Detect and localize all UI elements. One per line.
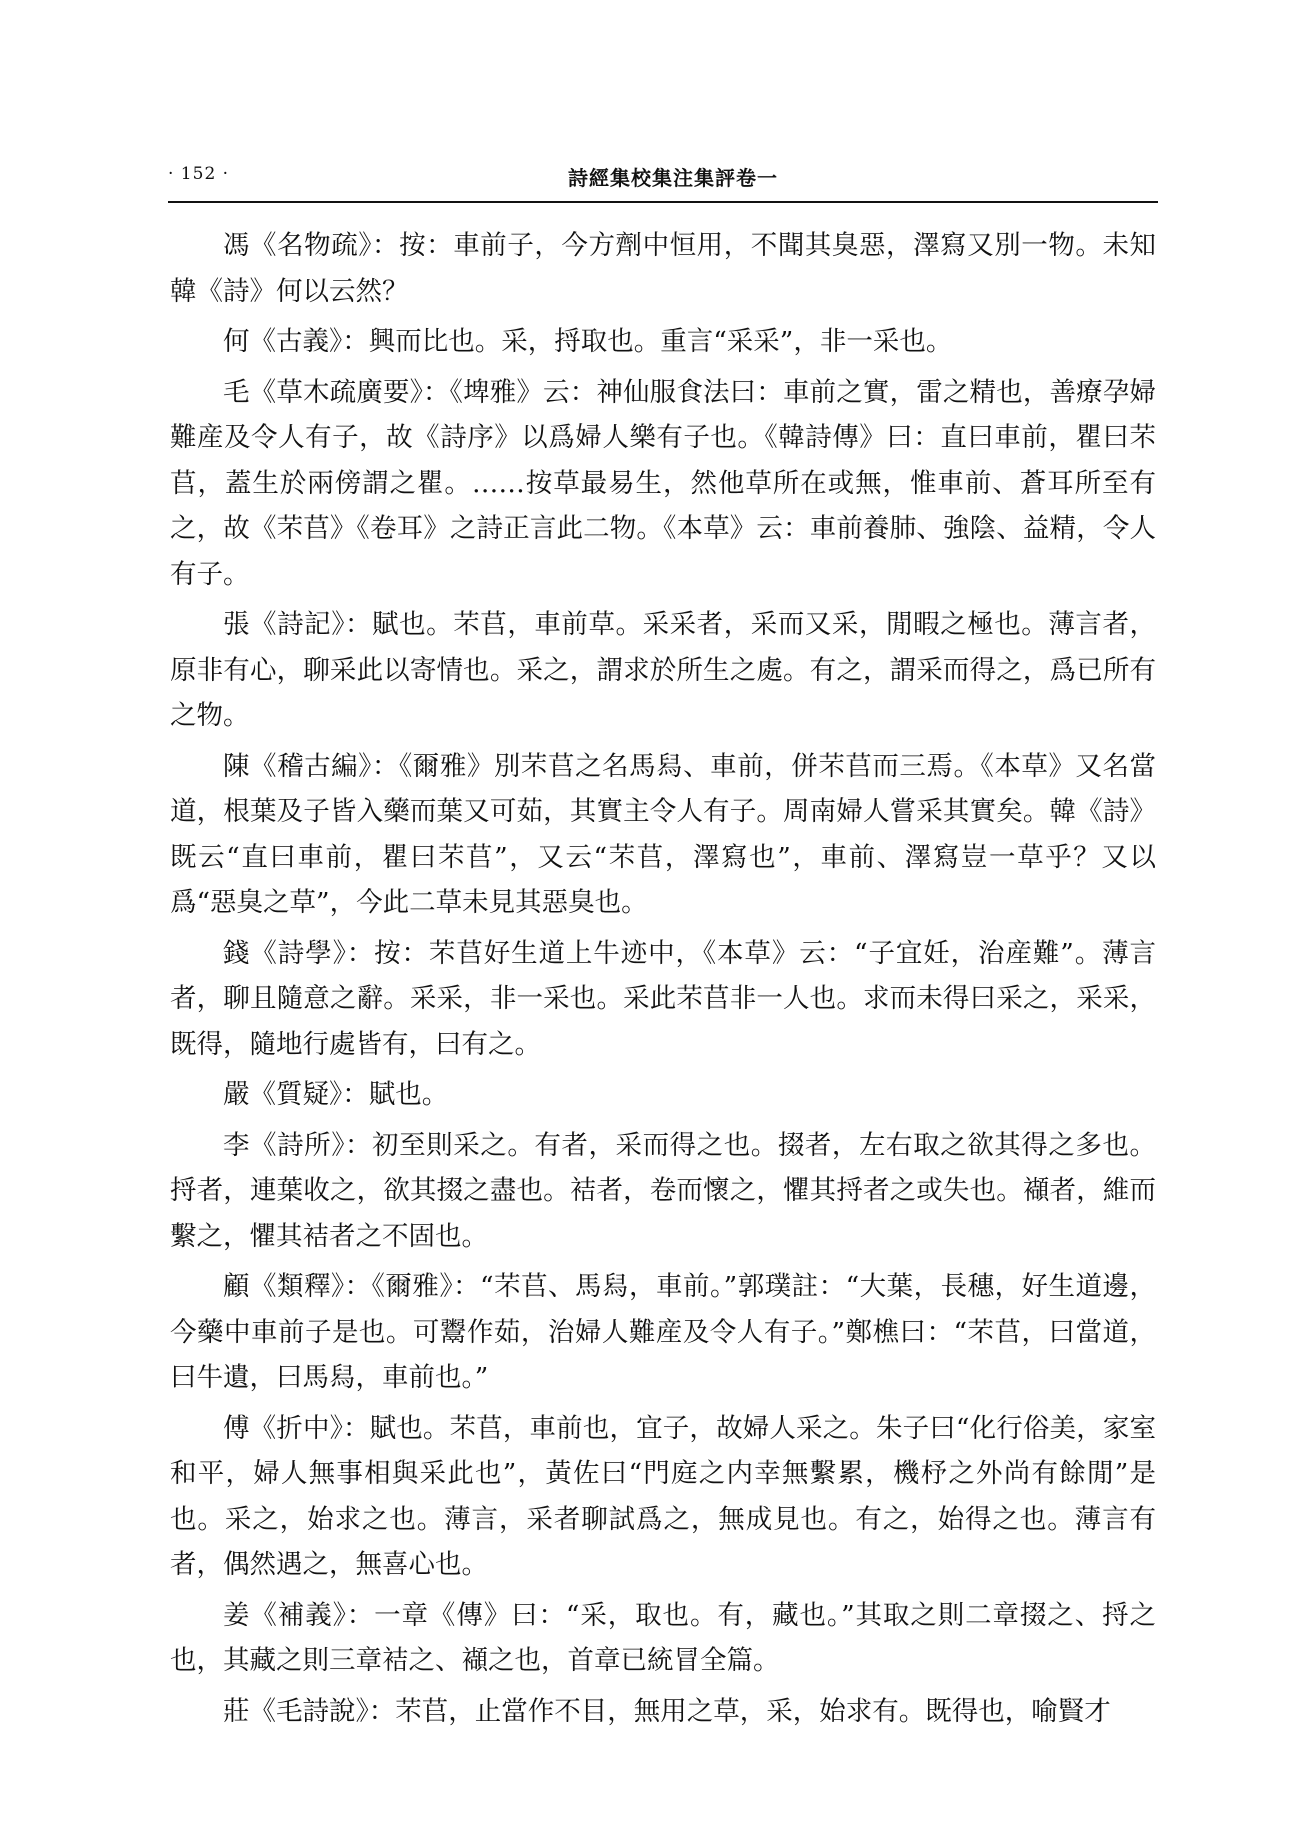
page-header [168,160,1158,200]
paragraph-yan: 嚴《質疑》：賦也。 [223,1079,449,1110]
commentary-body [170,223,1156,1739]
paragraph-gu: 顧《類釋》：《爾雅》：“芣苢、馬舄，車前。”郭璞註：“大葉，長穗，好生道邊，今藥中車前子是也。可鬻作茹，治婦人難産及令人有子。”鄭樵曰：“芣苢，曰當道，曰牛遺，曰馬舄，車前也。” [170,1271,1156,1393]
paragraph-feng: 馮《名物疏》：按：車前子，今方劑中恒用，不聞其臭惡，澤寫又別一物。未知韓《詩》何以云然？ [170,230,1156,307]
paragraph-jiang: 姜《補義》：一章《傳》曰：“采，取也。有，藏也。”其取之則二章掇之、捋之也，其藏之則三章袺之、襭之也，首章已統冒全篇。 [170,1599,1156,1676]
paragraph-chen: 陳《稽古編》：《爾雅》別芣苢之名馬舄、車前，併芣苢而三焉。《本草》又名當道，根葉及子皆入藥而葉又可茹，其實主令人有子。周南婦人嘗采其實矣。韓《詩》既云“直曰車前，瞿曰芣苢”，又云“芣苢，澤寫也”，車前、澤寫豈一草乎？又以爲“惡臭之草”，今此二草未見其惡臭也。 [170,750,1156,918]
paragraph-zhang: 張《詩記》：賦也。芣苢，車前草。采采者，采而又采，閒暇之極也。薄言者，原非有心，聊采此以寄情也。采之，謂求於所生之處。有之，謂采而得之，爲已所有之物。 [170,609,1156,731]
header-rule [168,201,1158,203]
paragraph-he: 何《古義》：興而比也。采，捋取也。重言“采采”，非一采也。 [223,326,953,357]
paragraph-zhuang: 莊《毛詩說》：芣苢，止當作不目，無用之草，采，始求有。既得也，喻賢才 [223,1695,1111,1727]
running-title: 詩經集校集注集評卷一 [568,166,778,190]
paragraph-qian: 錢《詩學》：按：芣苢好生道上牛迹中，《本草》云：“子宜妊，治産難”。薄言者，聊且隨意之辭。采采，非一采也。采此芣苢非一人也。求而未得曰采之，采采，既得，隨地行處皆有，曰有之。 [170,937,1156,1060]
page-number: · 152 · [168,164,230,184]
paragraph-fu: 傅《折中》：賦也。芣苢，車前也，宜子，故婦人采之。朱子曰“化行俗美，家室和平，婦人無事相與采此也”，黃佐曰“門庭之内幸無繫累，機杼之外尚有餘閒”是也。采之，始求之也。薄言，采者聊試爲之，無成見也。有之，始得之也。薄言有者，偶然遇之，無喜心也。 [170,1412,1156,1580]
paragraph-li: 李《詩所》：初至則采之。有者，采而得之也。掇者，左右取之欲其得之多也。捋者，連葉收之，欲其掇之盡也。袺者，卷而懷之，懼其捋者之或失也。襭者，維而繫之，懼其袺者之不固也。 [170,1129,1156,1252]
paragraph-mao: 毛《草木疏廣要》：《埤雅》云：神仙服食法曰：車前之實，雷之精也，善療孕婦難産及令人有子，故《詩序》以爲婦人樂有子也。《韓詩傳》曰：直曰車前，瞿曰芣苢，蓋生於兩傍謂之瞿。……按草最易生，然他草所在或無，惟車前、蒼耳所至有之，故《芣苢》《卷耳》之詩正言此二物。《本草》云：車前養肺、強陰、益精，令人有子。 [170,376,1156,590]
